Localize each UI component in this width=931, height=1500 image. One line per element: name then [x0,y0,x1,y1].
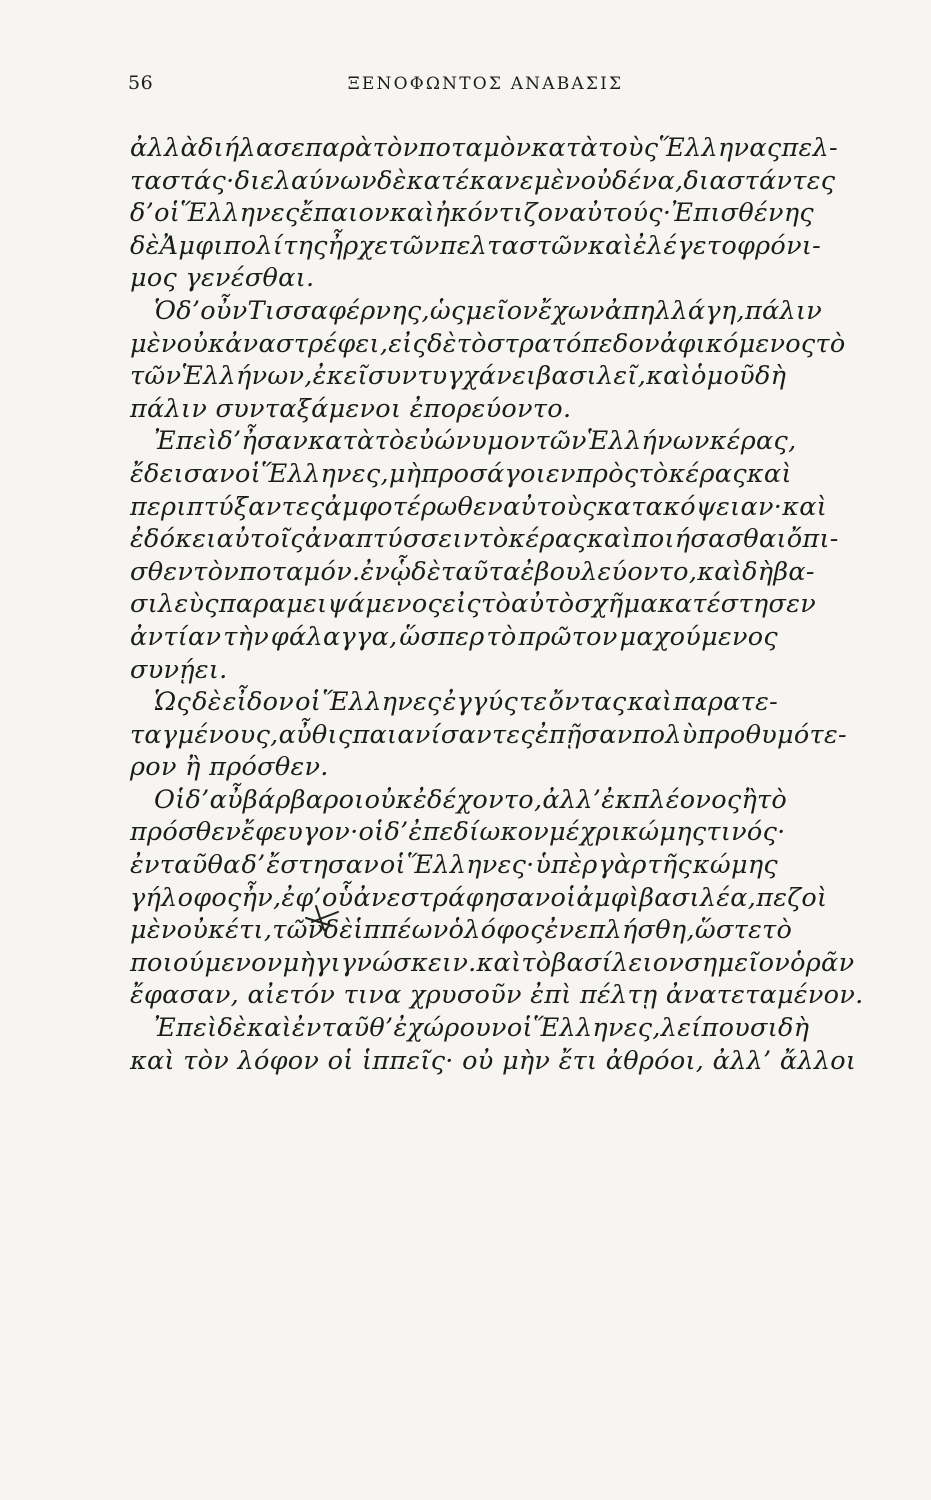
page-number: 56 [128,72,154,94]
paragraph [130,132,838,295]
running-head: ΞΕΝΟΦΩΝΤΟΣ ΑΝΑΒΑΣΙΣ [347,74,624,94]
text-line: Οἱ δ’ αὖ βάρβαροι οὐκ ἐδέχοντο, ἀλλ’ ἐκ πλέονος ἢ τὸ [154,784,788,815]
text-line: ἀντίαν τὴν φάλαγγα, ὥσπερ τὸ πρῶτον μαχούμενος [130,621,778,652]
text-line: Ἐπεὶ δ’ ἦσαν κατὰ τὸ εὐώνυμον τῶν Ἑλλήνων κέρας, [154,426,797,457]
text-line: ἀλλὰ διήλασε παρὰ τὸν ποταμὸν κατὰ τοὺς Ἕλληνας πελ- [130,133,838,163]
pencil-mark [302,896,342,932]
text-line: μὲν οὐκέτι, τῶν δὲ ἱππέων ὁ λόφος ἐνεπλήσθη, ὥστε τὸ [130,915,793,946]
text-line: ἔδεισαν οἱ Ἕλληνες, μὴ προσάγοιεν πρὸς τὸ κέρας καὶ [130,458,792,489]
text-line: ταστάς· διελαύνων δὲ κατέκανε μὲν οὐδένα, διαστάντες [130,165,836,196]
text-line: ἔφασαν, αἰετόν τινα χρυσοῦν ἐπὶ πέλτῃ ἀνατεταμένον. [130,980,864,1011]
paragraph [130,1012,857,1077]
paragraph [130,784,864,1012]
text-line: συνῄει. [130,654,228,685]
text-line: καὶ τὸν λόφον οἱ ἱππεῖς· οὐ μὴν ἔτι ἀθρόοι, ἀλλ’ ἄλλοι [130,1045,857,1076]
text-line: πρόσθεν ἔφευγον· οἱ δ’ ἐπεδίωκον μέχρι κώμης τινός· [130,817,786,848]
text-line: τῶν Ἑλλήνων, ἐκεῖ συντυγχάνει βασιλεῖ, καὶ ὁμοῦ δὴ [130,361,787,392]
text-line: ρον ἢ πρόσθεν. [130,752,329,783]
text-line: δ’ οἱ Ἕλληνες ἔπαιον καὶ ἠκόντιζον αὐτούς· Ἐπισθένης [130,198,814,229]
text-line: ποιούμενον μὴ γιγνώσκειν. καὶ τὸ βασίλειον σημεῖον ὁρᾶν [130,947,855,978]
text-line: περιπτύξαντες ἀμφοτέρωθεν αὐτοὺς κατακόψειαν· καὶ [130,491,828,522]
text-line: Ἐπεὶ δὲ καὶ ἐνταῦθ’ ἐχώρουν οἱ Ἕλληνες, λείπουσι δὴ [154,1013,810,1044]
text-line: ταγμένους, αὖθις παιανίσαντες ἐπῇσαν πολὺ προθυμότε- [130,719,847,750]
text-line: Ὡς δὲ εἶδον οἱ Ἕλληνες ἐγγύς τε ὄντας καὶ παρατε- [154,687,778,718]
paragraph [130,425,839,686]
paragraph [130,686,847,784]
paragraph [130,295,846,425]
text-line: μος γενέσθαι. [130,263,315,294]
text-line: ἐνταῦθα δ’ ἔστησαν οἱ Ἕλληνες· ὑπὲρ γὰρ τῆς κώμης [130,850,778,881]
text-line: γήλοφος ἦν, ἐφ’ οὗ ἀνεστράφησαν οἱ ἀμφὶ βασιλέα, πεζοὶ [130,882,828,913]
text-line: σθεν τὸν ποταμόν. ἐν ᾧ δὲ ταῦτα ἐβουλεύοντο, καὶ δὴ βα- [130,556,815,587]
body-text [130,132,864,1077]
text-line: Ὁ δ’ οὖν Τισσαφέρνης, ὡς μεῖον ἔχων ἀπηλλάγη, πάλιν [154,295,823,326]
text-line: πάλιν συνταξάμενοι ἐπορεύοντο. [130,393,572,424]
text-line: σιλεὺς παραμειψάμενος εἰς τὸ αὐτὸ σχῆμα κατέστησεν [130,589,816,620]
text-line: μὲν οὐκ ἀναστρέφει, εἰς δὲ τὸ στρατόπεδον ἀφικόμενος τὸ [130,328,846,359]
text-line: δὲ Ἀμφιπολίτης ἦρχε τῶν πελταστῶν καὶ ἐλέγετο φρόνι- [130,230,822,261]
text-line: ἐδόκει αὐτοῖς ἀναπτύσσειν τὸ κέρας καὶ ποιήσασθαι ὄπι- [130,524,839,555]
